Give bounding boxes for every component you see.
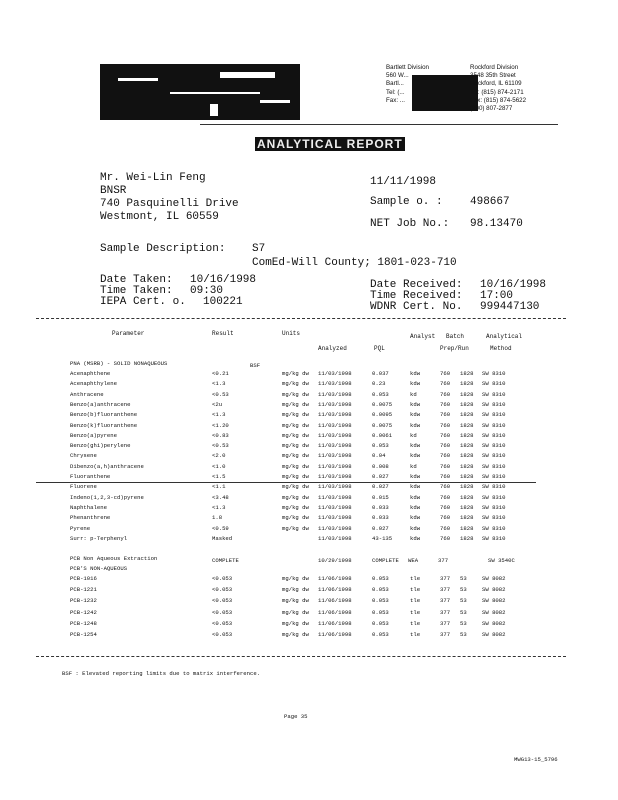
section-pcb-title: PCB'S NON-AQUEOUS <box>70 565 128 572</box>
table1-cell-p: Benzo(ghi)perylene <box>70 442 131 450</box>
table3-cell-b: 377 <box>440 597 451 605</box>
table3-cell-m: SW 8082 <box>482 608 506 616</box>
table1-cell-r: 1.8 <box>212 514 223 522</box>
section-pna-title: PNA (MSRB) - SOLID NONAQUEOUS <box>70 360 168 367</box>
table3-cell-a: tle <box>410 619 421 627</box>
client-address: Mr. Wei-Lin Feng BNSR 740 Pasquinelli Drive Westmont, IL 60559 <box>100 172 239 223</box>
table1-cell-p: Benzo(k)fluoranthene <box>70 421 138 429</box>
table1-cell-b: 760 <box>440 483 451 491</box>
table1-cell-r: <0.83 <box>212 431 229 439</box>
table1-cell-d: 11/03/1998 <box>318 442 352 450</box>
table1-cell-d: 11/03/1998 <box>318 524 352 532</box>
table1-cell-p: Benzo(a)pyrene <box>70 431 117 439</box>
table1-cell-r: <1.1 <box>212 483 226 491</box>
table3-cell-b: 377 <box>440 586 451 594</box>
table1-cell-b: 760 <box>440 390 451 398</box>
table3-cell-n: 53 <box>460 631 467 638</box>
table1-cell-n: 1828 <box>460 442 474 450</box>
table1-cell-a: kdw <box>410 483 421 491</box>
table1-cell-p: Anthracene <box>70 390 104 398</box>
table1-cell-d: 11/03/1998 <box>318 462 352 470</box>
section-pcb-extraction-result: COMPLETE <box>212 557 239 564</box>
table3-cell-p: PCB-1232 <box>70 597 97 605</box>
table1-cell-p: Indeno(1,2,3-cd)pyrene <box>70 493 144 501</box>
table1-cell-b: 760 <box>440 503 451 511</box>
col-analyzed: Analyzed <box>318 345 347 352</box>
table1-cell-n: 1828 <box>460 483 474 491</box>
table1-cell-b: 760 <box>440 462 451 470</box>
report-title: ANALYTICAL REPORT <box>257 137 403 151</box>
table1-cell-b: 760 <box>440 452 451 460</box>
table1-cell-r: <1.3 <box>212 503 226 511</box>
col-method: Method <box>490 345 512 352</box>
table1-cell-a: kdw <box>410 503 421 511</box>
letterhead-right-address: Rockford Division 3548 35th Street Rockford, IL 61109 Tel: (815) 874-2171 Fax: (815) 874-5622 (800) 807-2877 <box>470 64 527 112</box>
table3-cell-r: <0.053 <box>212 608 233 616</box>
date-received-label: Date Received: <box>370 279 463 291</box>
col-batch: Batch <box>446 333 465 340</box>
job-no: 98.13470 <box>470 218 523 230</box>
table1-cell-m: SW 8310 <box>482 431 506 439</box>
table1-cell-q: 43-135 <box>372 534 393 542</box>
table1-cell-a: kdw <box>410 411 421 419</box>
footer-divider <box>36 656 566 657</box>
table1-cell-n: 1828 <box>460 370 474 377</box>
table1-cell-d: 11/03/1998 <box>318 380 352 388</box>
table1-cell-a: kd <box>410 462 417 470</box>
sample-desc-1: S7 <box>252 243 266 255</box>
table1-cell-d: 11/03/1998 <box>318 452 352 460</box>
table1-cell-q: 0.0075 <box>372 421 393 429</box>
table1-cell-b: 760 <box>440 421 451 429</box>
section-pcb-extraction-title: PCB Non Aqueous Extraction <box>70 555 158 562</box>
table1-cell-u: mg/kg dw <box>282 462 309 470</box>
table1-cell-p: Benzo(a)anthracene <box>70 400 131 408</box>
table1-cell-a: kdw <box>410 370 421 377</box>
table3-cell-d: 11/06/1998 <box>318 631 352 638</box>
date-taken: 10/16/1998 <box>190 274 257 286</box>
col-parameter: Parameter <box>112 330 145 337</box>
table1-cell-q: 0.04 <box>372 452 386 460</box>
table1-cell-m: SW 8310 <box>482 473 506 480</box>
table1-cell-n: 1828 <box>460 411 474 419</box>
table1-cell-d: 11/03/1998 <box>318 370 352 377</box>
table3-cell-d: 11/06/1998 <box>318 575 352 582</box>
table1-cell-a: kd <box>410 431 417 439</box>
company-logo <box>100 64 300 120</box>
table1-cell-m: SW 8310 <box>482 421 506 429</box>
table3-cell-a: tle <box>410 586 421 594</box>
table1-cell-a: kdw <box>410 534 421 542</box>
table1-cell-a: kdw <box>410 524 421 532</box>
sample-desc-2: ComEd-Will County; 1801-023-710 <box>252 257 457 269</box>
table1-cell-u: mg/kg dw <box>282 411 309 419</box>
table1-cell-d: 11/03/1998 <box>318 421 352 429</box>
table3-cell-u: mg/kg dw <box>282 575 309 582</box>
table1-cell-u: mg/kg dw <box>282 514 309 522</box>
wdnr-cert: 999447130 <box>480 301 540 313</box>
table1-cell-m: SW 8310 <box>482 493 506 501</box>
table1-cell-m: SW 8310 <box>482 400 506 408</box>
col-result: Result <box>212 330 234 337</box>
table1-cell-u: mg/kg dw <box>282 380 309 388</box>
table1-cell-u: mg/kg dw <box>282 431 309 439</box>
table1-cell-q: 0.027 <box>372 473 389 480</box>
table1-cell-r: Masked <box>212 534 233 542</box>
table1-cell-d: 11/03/1998 <box>318 390 352 398</box>
table1-cell-u: mg/kg dw <box>282 473 309 480</box>
table3-cell-d: 11/06/1998 <box>318 619 352 627</box>
table1-cell-m: SW 8310 <box>482 462 506 470</box>
table3-cell-r: <0.053 <box>212 631 233 638</box>
table1-cell-n: 1828 <box>460 503 474 511</box>
table3-cell-r: <0.053 <box>212 586 233 594</box>
table3-cell-q: 0.053 <box>372 575 389 582</box>
table1-cell-u: mg/kg dw <box>282 400 309 408</box>
table3-cell-a: tle <box>410 608 421 616</box>
table1-cell-q: 0.027 <box>372 524 389 532</box>
table1-cell-r: <2.0 <box>212 452 226 460</box>
table1-cell-p: Fluoranthene <box>70 473 111 480</box>
table1-cell-p: Dibenzo(a,h)anthracene <box>70 462 144 470</box>
table3-cell-u: mg/kg dw <box>282 608 309 616</box>
table3-cell-n: 53 <box>460 608 467 616</box>
table1-cell-n: 1828 <box>460 421 474 429</box>
table1-cell-n: 1828 <box>460 452 474 460</box>
table1-cell-m: SW 8310 <box>482 514 506 522</box>
table1-cell-r: <1.0 <box>212 462 226 470</box>
table1-cell-n: 1828 <box>460 493 474 501</box>
table3-cell-n: 53 <box>460 575 467 582</box>
table1-cell-n: 1828 <box>460 431 474 439</box>
iepa-cert: 100221 <box>203 296 243 308</box>
table1-cell-a: kd <box>410 390 417 398</box>
table1-cell-b: 760 <box>440 493 451 501</box>
section-pcb-extraction-pql: COMPLETE <box>372 557 399 564</box>
table3-cell-m: SW 8082 <box>482 619 506 627</box>
table1-cell-q: 0.0095 <box>372 411 393 419</box>
table1-cell-u: mg/kg dw <box>282 483 309 491</box>
table1-cell-b: 760 <box>440 431 451 439</box>
table1-cell-r: <0.53 <box>212 442 229 450</box>
table1-cell-d: 11/03/1998 <box>318 534 352 542</box>
table1-cell-b: 760 <box>440 524 451 532</box>
table1-cell-m: SW 8310 <box>482 411 506 419</box>
table1-cell-n: 1828 <box>460 400 474 408</box>
table3-cell-m: SW 8082 <box>482 631 506 638</box>
table3-cell-q: 0.053 <box>372 608 389 616</box>
table3-cell-b: 377 <box>440 575 451 582</box>
table1-cell-n: 1828 <box>460 380 474 388</box>
table1-cell-u: mg/kg dw <box>282 493 309 501</box>
table1-cell-d: 11/03/1998 <box>318 503 352 511</box>
table1-cell-n: 1828 <box>460 390 474 398</box>
time-taken: 09:30 <box>190 285 224 297</box>
table1-cell-p: Acenaphthylene <box>70 380 117 388</box>
table1-cell-q: 0.033 <box>372 514 389 522</box>
table3-cell-u: mg/kg dw <box>282 586 309 594</box>
table1-cell-b: 760 <box>440 370 451 377</box>
table1-cell-q: 0.0061 <box>372 431 393 439</box>
table1-cell-r: <3.48 <box>212 493 229 501</box>
table1-cell-n: 1828 <box>460 462 474 470</box>
table1-cell-p: Acenaphthene <box>70 370 111 377</box>
table1-cell-m: SW 8310 <box>482 390 506 398</box>
table1-cell-b: 760 <box>440 380 451 388</box>
table1-cell-a: kdw <box>410 514 421 522</box>
table3-cell-q: 0.053 <box>372 597 389 605</box>
table1-cell-q: 0.033 <box>372 503 389 511</box>
table3-cell-a: tle <box>410 631 421 638</box>
table1-cell-b: 760 <box>440 473 451 480</box>
table1-cell-q: 0.027 <box>372 483 389 491</box>
sample-no: 498667 <box>470 196 510 208</box>
table1-cell-q: 0.008 <box>372 462 389 470</box>
table1-cell-b: 760 <box>440 442 451 450</box>
table3-cell-b: 377 <box>440 631 451 638</box>
table1-cell-r: <1.3 <box>212 380 226 388</box>
table3-cell-d: 11/06/1998 <box>318 586 352 594</box>
section-pcb-extraction-batch: 377 <box>438 557 449 564</box>
table1-cell-d: 11/03/1998 <box>318 400 352 408</box>
section-pcb-extraction-date: 10/29/1998 <box>318 557 352 564</box>
table1-cell-m: SW 8310 <box>482 503 506 511</box>
table1-cell-n: 1828 <box>460 514 474 522</box>
table1-cell-m: SW 8310 <box>482 442 506 450</box>
table3-cell-p: PCB-1221 <box>70 586 97 594</box>
table1-cell-r: <0.21 <box>212 370 229 377</box>
table3-cell-r: <0.053 <box>212 619 233 627</box>
table-rule <box>36 482 536 483</box>
table1-cell-q: 0.053 <box>372 442 389 450</box>
table1-cell-a: kdw <box>410 380 421 388</box>
page-number: Page 35 <box>284 713 308 720</box>
time-received-label: Time Received: <box>370 290 463 302</box>
table3-cell-b: 377 <box>440 608 451 616</box>
table1-cell-m: SW 8310 <box>482 370 506 377</box>
letterhead-rule <box>200 124 558 125</box>
table1-cell-d: 11/03/1998 <box>318 411 352 419</box>
date-received: 10/16/1998 <box>480 279 547 291</box>
table1-cell-p: Pyrene <box>70 524 91 532</box>
table1-cell-u: mg/kg dw <box>282 390 309 398</box>
table3-cell-u: mg/kg dw <box>282 597 309 605</box>
table3-cell-m: SW 8082 <box>482 586 506 594</box>
header-divider <box>36 318 566 319</box>
time-received: 17:00 <box>480 290 514 302</box>
table1-cell-r: <1.20 <box>212 421 229 429</box>
table3-cell-m: SW 8082 <box>482 597 506 605</box>
table3-cell-p: PCB-1242 <box>70 608 97 616</box>
table1-cell-u: mg/kg dw <box>282 452 309 460</box>
date-taken-label: Date Taken: <box>100 274 173 286</box>
table1-cell-p: Surr: p-Terphenyl <box>70 534 128 542</box>
table1-cell-r: <1.5 <box>212 473 226 480</box>
table3-cell-u: mg/kg dw <box>282 631 309 638</box>
table1-cell-r: <0.53 <box>212 390 229 398</box>
table1-cell-a: kdw <box>410 421 421 429</box>
table3-cell-a: tle <box>410 597 421 605</box>
table1-cell-r: <1.3 <box>212 411 226 419</box>
table1-cell-d: 11/03/1998 <box>318 483 352 491</box>
col-units: Units <box>282 330 301 337</box>
table1-cell-a: kdw <box>410 452 421 460</box>
table1-cell-p: Benzo(b)fluoranthene <box>70 411 138 419</box>
table1-cell-r: <0.59 <box>212 524 229 532</box>
table3-cell-r: <0.053 <box>212 597 233 605</box>
table1-cell-u: mg/kg dw <box>282 524 309 532</box>
table1-cell-d: 11/03/1998 <box>318 473 352 480</box>
wdnr-label: WDNR Cert. No. <box>370 301 463 313</box>
col-method-top: Analytical <box>486 333 523 340</box>
report-date: 11/11/1998 <box>370 176 437 188</box>
table3-cell-n: 53 <box>460 619 467 627</box>
table1-cell-p: Fluorene <box>70 483 97 491</box>
table3-cell-b: 377 <box>440 619 451 627</box>
table1-cell-n: 1828 <box>460 534 474 542</box>
job-no-label: NET Job No.: <box>370 218 450 230</box>
table1-cell-p: Chrysene <box>70 452 97 460</box>
table1-cell-a: kdw <box>410 473 421 480</box>
table1-cell-u: mg/kg dw <box>282 503 309 511</box>
section-pna-flag: BSF <box>250 362 261 369</box>
table3-cell-q: 0.053 <box>372 619 389 627</box>
table3-cell-r: <0.053 <box>212 575 233 582</box>
table1-cell-m: SW 8310 <box>482 524 506 532</box>
table1-cell-b: 760 <box>440 514 451 522</box>
table1-cell-n: 1828 <box>460 473 474 480</box>
sample-no-label: Sample o. : <box>370 196 443 208</box>
table3-cell-a: tle <box>410 575 421 582</box>
table1-cell-a: kdw <box>410 400 421 408</box>
time-taken-label: Time Taken: <box>100 285 173 297</box>
sample-desc-label: Sample Description: <box>100 243 226 255</box>
table3-cell-n: 53 <box>460 586 467 594</box>
table1-cell-a: kdw <box>410 442 421 450</box>
table1-cell-m: SW 8310 <box>482 483 506 491</box>
table3-cell-q: 0.053 <box>372 586 389 594</box>
col-pql: PQL <box>374 345 385 352</box>
table1-cell-p: Naphthalene <box>70 503 107 511</box>
table1-cell-q: 0.053 <box>372 390 389 398</box>
col-analyst: Analyst <box>410 333 436 340</box>
table1-cell-d: 11/03/1998 <box>318 493 352 501</box>
table1-cell-u: mg/kg dw <box>282 442 309 450</box>
table1-cell-q: 0.015 <box>372 493 389 501</box>
redaction-block <box>412 75 478 111</box>
table1-cell-b: 760 <box>440 534 451 542</box>
table3-cell-q: 0.053 <box>372 631 389 638</box>
document-id: MWG13-15_5796 <box>514 756 558 763</box>
table1-cell-d: 11/03/1998 <box>318 514 352 522</box>
table3-cell-p: PCB-1248 <box>70 619 97 627</box>
table1-cell-q: 0.0075 <box>372 400 393 408</box>
table1-cell-n: 1828 <box>460 524 474 532</box>
table1-cell-m: SW 8310 <box>482 534 506 542</box>
col-prep: Prep/Run <box>440 345 469 352</box>
table1-cell-p: Phenanthrene <box>70 514 111 522</box>
table3-cell-u: mg/kg dw <box>282 619 309 627</box>
table1-cell-r: <2u <box>212 400 223 408</box>
iepa-label: IEPA Cert. o. <box>100 296 186 308</box>
table1-cell-a: kdw <box>410 493 421 501</box>
table3-cell-m: SW 8082 <box>482 575 506 582</box>
table1-cell-b: 760 <box>440 400 451 408</box>
table1-cell-m: SW 8310 <box>482 380 506 388</box>
footnote: BSF : Elevated reporting limits due to matrix interference. <box>62 670 261 677</box>
section-pcb-extraction-analyst: WEA <box>408 557 419 564</box>
table1-cell-u: mg/kg dw <box>282 421 309 429</box>
table3-cell-n: 53 <box>460 597 467 605</box>
table1-cell-b: 760 <box>440 411 451 419</box>
table3-cell-d: 11/06/1998 <box>318 597 352 605</box>
section-pcb-extraction-method: SW 3540C <box>488 557 515 564</box>
table1-cell-q: 0.037 <box>372 370 389 377</box>
table1-cell-u: mg/kg dw <box>282 370 309 377</box>
table3-cell-p: PCB-1016 <box>70 575 97 582</box>
table1-cell-m: SW 8310 <box>482 452 506 460</box>
table3-cell-d: 11/06/1998 <box>318 608 352 616</box>
letterhead-left-address: Bartlett Division 560 W... Bartl... Tel: (... Fax: ... <box>386 64 429 105</box>
table1-cell-d: 11/03/1998 <box>318 431 352 439</box>
table3-cell-p: PCB-1254 <box>70 631 97 638</box>
table1-cell-q: 0.23 <box>372 380 386 388</box>
